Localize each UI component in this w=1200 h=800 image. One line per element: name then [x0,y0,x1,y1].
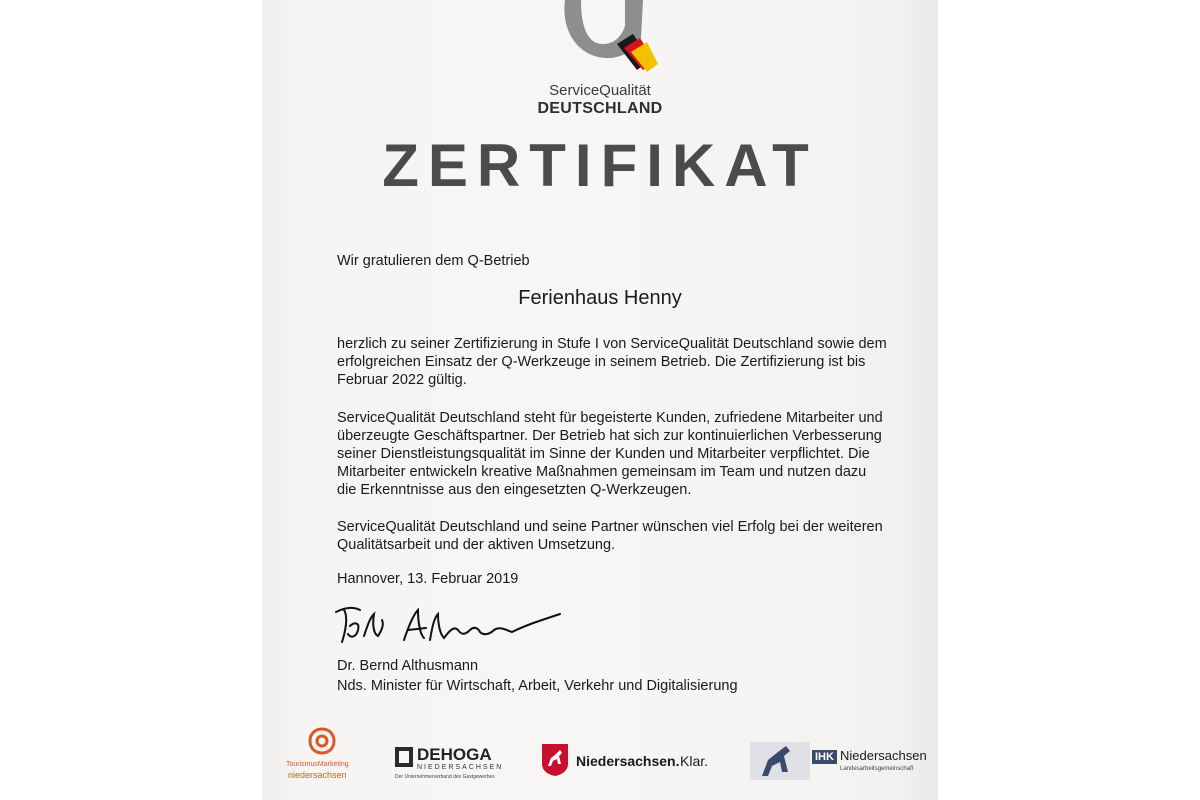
dehoga-name: DEHOGA [417,745,492,764]
niedersachsen-name: Niedersachsen. [576,753,680,769]
dehoga-tag: Der Unternehmerverband des Gastgewerbes [395,774,495,780]
certificate-title: ZERTIFIKAT [382,132,818,199]
tourismus-line2: niedersachsen [288,770,347,780]
paragraph2-line: Mitarbeiter entwickeln kreative Maßnahmen gemeinsam im Team und nutzen dazu [337,464,867,480]
paragraph2-line: ServiceQualität Deutschland steht für begeisterte Kunden, zufriedene Mitarbeiter und [337,410,883,426]
niedersachsen-logo [542,744,712,780]
paragraph3-line: Qualitätsarbeit und der aktiven Umsetzung. [337,537,616,553]
ihk-badge: IHK [812,750,837,764]
dehoga-logo [395,745,505,785]
horse-crest-icon [542,744,568,776]
paragraph3-line: ServiceQualität Deutschland und seine Partner wünschen viel Erfolg bei der weiteren [337,519,883,535]
ihk-horse-icon [750,742,810,780]
q-logo-icon [547,0,659,80]
paragraph2-line: überzeugte Geschäftspartner. Der Betrieb hat sich zur kontinuierlichen Verbesserung [337,428,882,444]
greeting-text: Wir gratulieren dem Q-Betrieb [337,253,530,269]
signer-name: Dr. Bernd Althusmann [337,658,479,674]
dehoga-sub: NIEDERSACHSEN [417,764,504,771]
dehoga-emblem-icon [395,747,413,767]
tourismus-line1: TourismusMarketing [286,761,349,768]
niedersachsen-claim: Klar. [680,753,709,769]
certificate-paper [262,0,938,800]
ihk-name: Niedersachsen [840,748,927,763]
place-date: Hannover, 13. Februar 2019 [337,571,519,587]
paragraph2-line: seiner Dienstleistungsqualität im Sinne der Kunden und Mitarbeiter verpflichtet. Die [337,446,870,462]
tourismus-marketing-logo [282,725,362,785]
ihk-logo [750,742,927,782]
paragraph1-line: Februar 2022 gültig. [337,372,467,388]
paragraph1-line: herzlich zu seiner Zertifizierung in Stufe I von ServiceQualität Deutschland sowie dem [337,336,887,352]
spiral-icon [306,725,338,757]
logo-wordmark-line1: ServiceQualität [549,82,651,99]
signature-image [334,600,564,652]
logo-wordmark-line2: DEUTSCHLAND [537,100,663,117]
paragraph2-line: die Erkenntnisse aus den eingesetzten Q-Werkzeugen. [337,482,692,498]
company-name: Ferienhaus Henny [518,287,682,309]
paragraph1-line: erfolgreichen Einsatz der Q-Werkzeuge in seinem Betrieb. Die Zertifizierung ist bis [337,354,866,370]
ihk-sub: Landesarbeitsgemeinschaft [840,766,914,772]
signer-title: Nds. Minister für Wirtschaft, Arbeit, Verkehr und Digitalisierung [337,678,738,694]
